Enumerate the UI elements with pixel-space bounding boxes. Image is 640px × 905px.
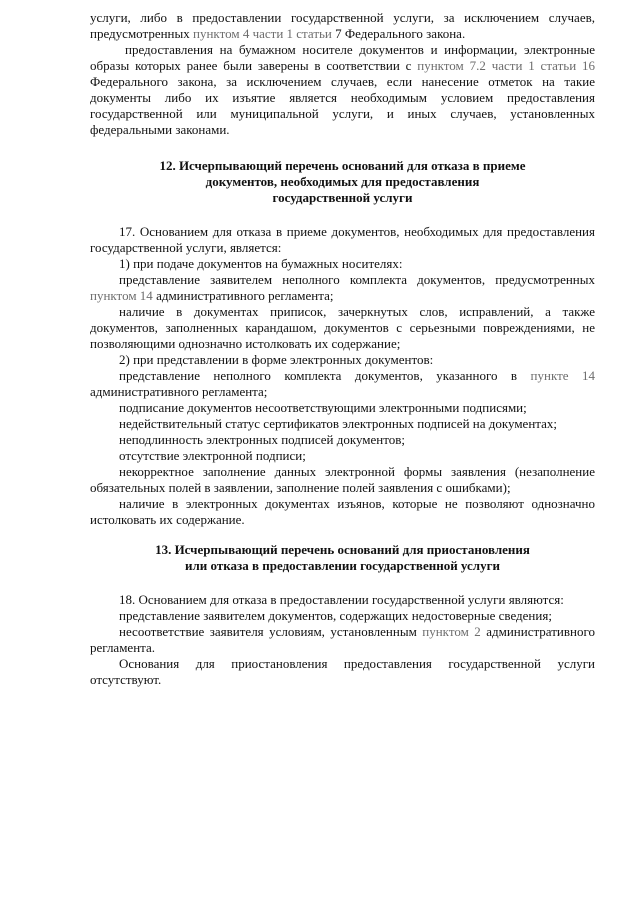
text-fragment: представление заявителем неполного комплекта документов, предусмотренных xyxy=(119,272,595,287)
paragraph-17: 17. Основанием для отказа в приеме документов, необходимых для предоставления государственной услуги, является: xyxy=(90,224,595,255)
heading-line: государственной услуги xyxy=(272,190,413,205)
electronic-item-invalid-certificates: недействительный статус сертификатов электронных подписей на документах; xyxy=(119,416,558,431)
text-fragment: административного регламента. xyxy=(90,624,595,655)
text-fragment: предоставления на бумажном носителе документов и информации, электронные образы которых ранее были заверены в соответствии с xyxy=(90,42,595,73)
electronic-item-non-authentic: неподлинность электронных подписей документов; xyxy=(119,432,406,447)
text-fragment: 7 Федерального закона. xyxy=(331,26,466,41)
suspension-statement: Основания для приостановления предоставления государственной услуги отсутствуют. xyxy=(90,656,595,687)
electronic-item-no-signature: отсутствие электронной подписи; xyxy=(119,448,306,463)
regulation-reference-link[interactable]: пунктом 14 xyxy=(90,288,153,303)
document-page xyxy=(90,10,595,688)
paragraph-paper-copies xyxy=(90,42,595,138)
electronic-submission-intro: 2) при представлении в форме электронных документов: xyxy=(119,352,434,367)
electronic-item-incorrect-form: некорректное заполнение данных электронной формы заявления (незаполнение обязательных полей в заявлении, заполнение полей заявления с ошибками); xyxy=(90,464,595,495)
heading-line: документов, необходимых для предоставления xyxy=(205,174,480,189)
heading-line: 13. Исчерпывающий перечень оснований для приостановления xyxy=(155,542,530,557)
law-reference-link[interactable]: пунктом 7.2 части 1 статьи 16 xyxy=(417,58,595,73)
electronic-item-wrong-signatures: подписание документов несоответствующими электронными подписями; xyxy=(119,400,527,415)
refusal-item-nonconformity xyxy=(90,624,595,656)
law-reference-link[interactable]: пунктом 4 части 1 статьи xyxy=(193,26,332,41)
text-fragment: несоответствие заявителя условиям, установленным xyxy=(119,624,423,639)
text-fragment: Федерального закона, за исключением случаев, если нанесение отметок на такие документы либо их изъятие является необходимым условием предоставления государственной или муниципальной услуги, и иных случаев, установленных федеральными законами. xyxy=(90,74,595,137)
electronic-item-incomplete-set xyxy=(90,368,595,400)
section-12-heading xyxy=(90,158,595,206)
text-fragment: услуги, либо в предоставлении государственной услуги, за исключением случаев, предусмотренных xyxy=(90,10,595,41)
paper-item-incomplete-set xyxy=(90,272,595,304)
paragraph-continuation xyxy=(90,10,595,42)
paper-submission-intro: 1) при подаче документов на бумажных носителях: xyxy=(119,256,403,271)
text-fragment: административного регламента; xyxy=(152,288,334,303)
section-13-heading xyxy=(90,542,595,574)
heading-line: 12. Исчерпывающий перечень оснований для отказа в приеме xyxy=(159,158,526,173)
paper-item-corrections: наличие в документах приписок, зачеркнутых слов, исправлений, а также документов, заполненных карандашом, документов с серьезными повреждениями, не позволяющими однозначно истолковать их содержание; xyxy=(90,304,595,351)
text-fragment: представление неполного комплекта документов, указанного в xyxy=(119,368,531,383)
heading-line: или отказа в предоставлении государственной услуги xyxy=(184,558,500,573)
text-fragment: административного регламента; xyxy=(90,384,268,399)
paragraph-18: 18. Основанием для отказа в предоставлении государственной услуги являются: xyxy=(119,592,564,607)
regulation-reference-link[interactable]: пунктом 2 xyxy=(422,624,481,639)
regulation-reference-link[interactable]: пункте 14 xyxy=(530,368,595,383)
refusal-item-false-info: представление заявителем документов, содержащих недостоверные сведения; xyxy=(119,608,552,623)
electronic-item-defects: наличие в электронных документах изъянов, которые не позволяют однозначно истолковать их содержание. xyxy=(90,496,595,527)
